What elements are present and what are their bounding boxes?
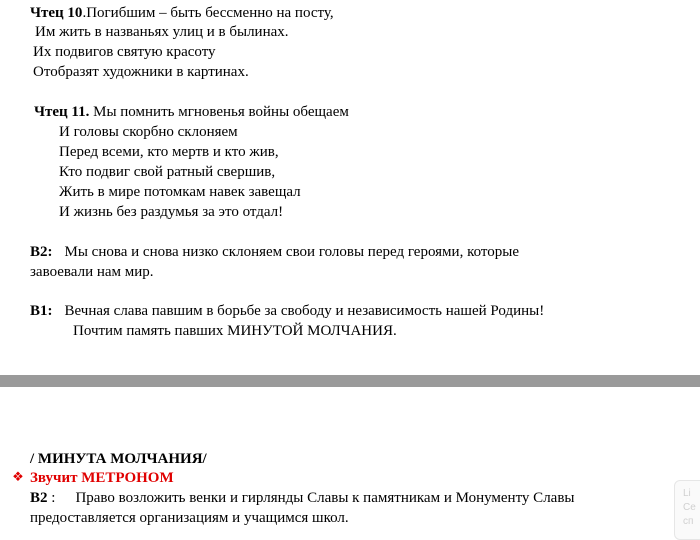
reader11-line4: Кто подвиг свой ратный свершив,	[59, 164, 276, 180]
reader11-label: Чтец 11.	[34, 104, 90, 120]
minute-of-silence-heading: / МИНУТА МОЛЧАНИЯ/	[30, 451, 207, 467]
reader11-line6: И жизнь без раздумья за это отдал!	[59, 204, 284, 220]
b2-wreath-line1: В2 : Право возложить венки и гирлянды Славы к памятникам и Монументу Славы	[30, 490, 575, 506]
b1-line1: В1: Вечная слава павшим в борьбе за свободу и независимость нашей Родины!	[30, 303, 545, 319]
reader10-label: Чтец 10	[30, 5, 83, 21]
b2-label: В2:	[30, 244, 53, 260]
b2-line1: В2: Мы снова и снова низко склоняем свои головы перед героями, которые	[30, 244, 519, 260]
b1-label: В1:	[30, 303, 53, 319]
b2-line2: завоевали нам мир.	[30, 264, 154, 280]
b1-line2: Почтим память павших МИНУТОЙ МОЛЧАНИЯ.	[73, 323, 397, 339]
reader10-line4: Отобразят художники в картинах.	[33, 64, 249, 80]
reader11-line5: Жить в мире потомкам навек завещал	[59, 184, 301, 200]
reader10-line1: Чтец 10.Погибшим – быть бессменно на посту,	[30, 5, 334, 21]
b2-wreath-line2: предоставляется организациям и учащимся школ.	[30, 510, 349, 526]
diamond-bullet-icon: ❖	[12, 469, 24, 484]
reader11-line2: И головы скорбно склоняем	[59, 124, 238, 140]
reader11-line3: Перед всеми, кто мертв и кто жив,	[59, 144, 279, 160]
page-break-separator	[0, 375, 700, 387]
reader11-line1: Чтец 11. Мы помнить мгновенья войны обещаем	[34, 104, 349, 120]
b2-wreath-label: В2	[30, 490, 48, 506]
metronome-line: Звучит МЕТРОНОМ	[30, 470, 174, 486]
watermark-badge: Li Се сп	[674, 480, 700, 540]
reader10-line2: Им жить в названьях улиц и в былинах.	[35, 24, 289, 40]
reader10-line3: Их подвигов святую красоту	[33, 44, 216, 60]
